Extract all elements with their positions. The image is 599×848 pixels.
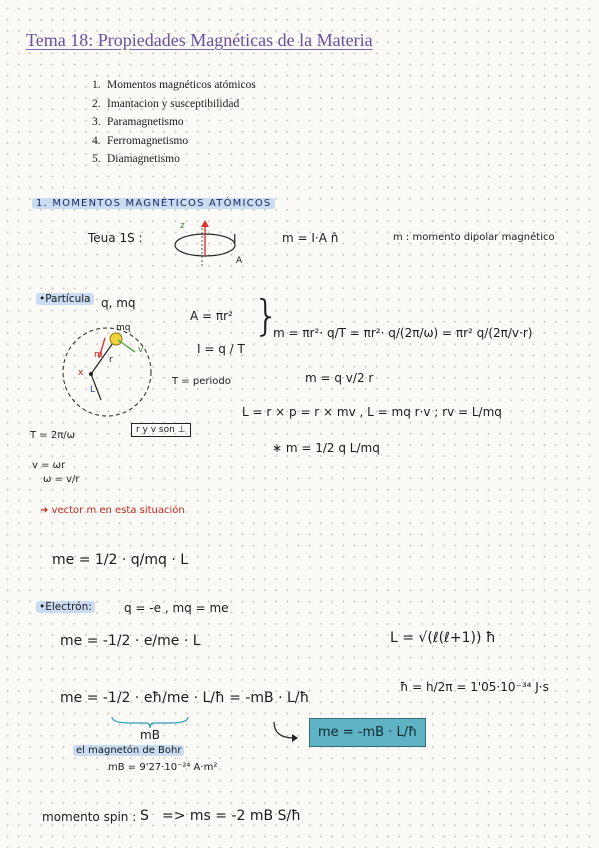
toc-item[interactable]: 5. Diamagnetismo: [92, 153, 180, 165]
orbit-v-label: v: [138, 345, 144, 355]
mB-symbol: mB: [140, 728, 160, 742]
toc-item[interactable]: 4. Ferromagnetismo: [92, 134, 189, 147]
brace: }: [253, 291, 280, 340]
moment-equation: m = I·A n̂: [282, 231, 339, 245]
T-formula: T = 2π/ω: [30, 430, 75, 441]
current-formula: I = q / T: [197, 342, 245, 356]
particle-params: q, mq: [101, 296, 136, 310]
vector-note: ➜ vector m en esta situación: [40, 505, 185, 516]
v-formula: v = ωr: [32, 460, 66, 471]
table-of-contents: [92, 76, 256, 169]
period-note: T = periodo: [172, 376, 231, 387]
hbar-value: ħ = h/2π = 1'05·10⁻³⁴ J·s: [400, 680, 549, 694]
me-equation: me = 1/2 · q/mq · L: [52, 552, 189, 568]
angular-momentum-eq: L = r × p = r × mv , L = mq r·v ; rv = L/mq: [242, 405, 502, 419]
toc-item[interactable]: 2. Imantacion y susceptibilidad: [92, 97, 240, 110]
orbit-L-label: L: [90, 385, 96, 395]
L-magnitude: L = √(ℓ(ℓ+1)) ħ: [390, 630, 496, 646]
electron-params: q = -e , mq = me: [124, 601, 229, 615]
pointer-icon: ➜: [40, 505, 52, 516]
spin-label: momento spin :: [42, 810, 137, 824]
m-result: m = q v/2 r: [305, 371, 374, 385]
bohr-value: mB = 9'27·10⁻²⁴ A·m²: [108, 762, 218, 773]
perpendicular-note: r y v son ⊥: [131, 423, 191, 437]
toc-item[interactable]: 3. Paramagnetismo: [92, 116, 184, 128]
arrow-icon: [272, 722, 302, 744]
electron-me-eq2: me = -1/2 · eħ/me · L/ħ = -mB · L/ħ: [60, 690, 310, 706]
teorema-label: Teua 1S :: [88, 231, 143, 245]
loop-current-label: I: [233, 232, 237, 246]
m-final-eq: ∗ m = 1/2 q L/mq: [272, 441, 380, 455]
page-title: Tema 18: Propiedades Magnéticas de la Materia: [26, 30, 373, 50]
orbit-diagram: [55, 322, 165, 422]
underbrace: [110, 715, 190, 729]
m-derivation: m = πr²· q/T = πr²· q/(2π/ω) = πr² q/(2π/v·r): [273, 326, 533, 340]
loop-z-label: z: [180, 221, 185, 231]
particle-label: •Partícula: [36, 293, 94, 305]
loop-area-label: A: [236, 256, 243, 266]
spin-equation: => ms = -2 mB S/ħ: [162, 808, 301, 824]
boxed-result: me = -mB · L/ħ: [309, 718, 426, 747]
orbit-x-label: x: [78, 368, 84, 378]
orbit-m-label: m: [94, 350, 103, 360]
section-heading: 1. MOMENTOS MAGNÉTICOS ATÓMICOS: [32, 198, 275, 209]
area-formula: A = πr²: [190, 309, 233, 323]
electron-label: •Electrón:: [36, 601, 95, 613]
toc-item[interactable]: 1. Momentos magnéticos atómicos: [92, 79, 256, 91]
orbit-r-label: r: [109, 355, 113, 365]
bohr-label: el magnetón de Bohr: [73, 745, 184, 756]
spin-S: S: [140, 808, 149, 824]
moment-definition: m : momento dipolar magnético: [393, 232, 555, 243]
w-formula: ω = v/r: [43, 474, 80, 485]
orbit-mq-label: mq: [116, 323, 131, 333]
electron-me-eq1: me = -1/2 · e/me · L: [60, 633, 201, 649]
